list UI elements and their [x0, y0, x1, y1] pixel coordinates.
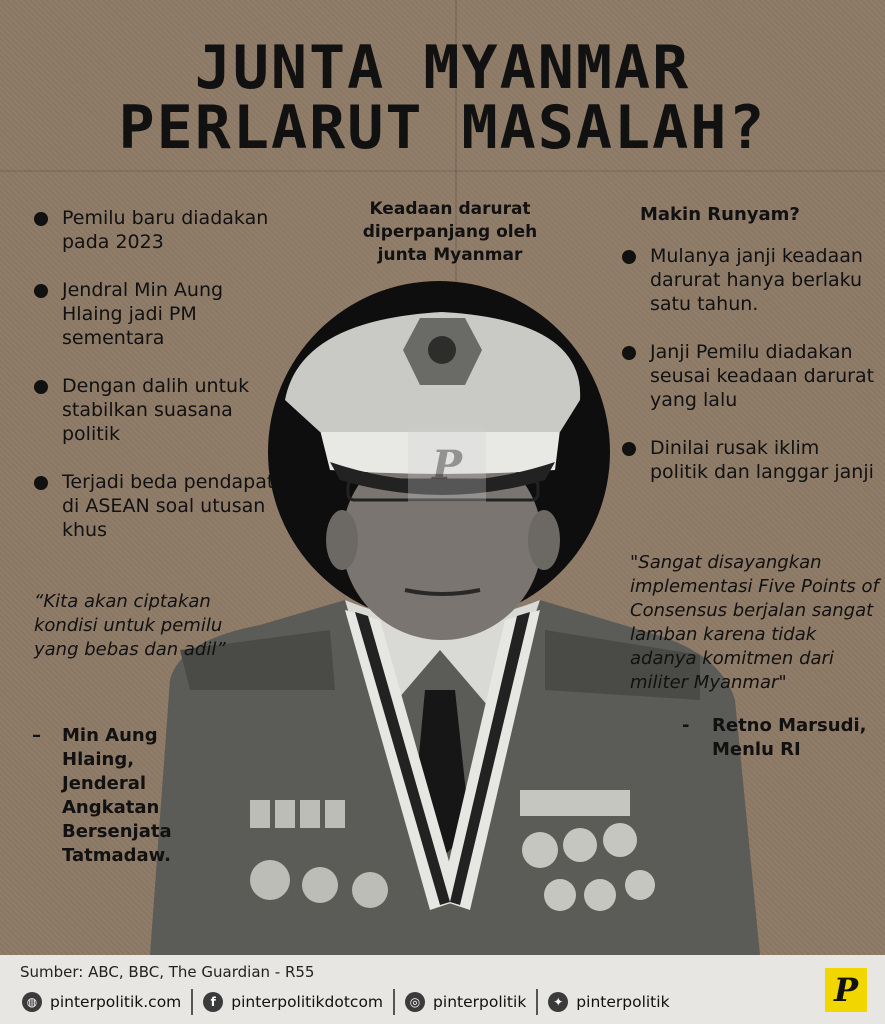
- divider: [191, 989, 193, 1015]
- list-item: [620, 436, 875, 484]
- attribution-dash: –: [32, 725, 41, 746]
- ear-right: [528, 510, 560, 570]
- list-item: [32, 374, 277, 446]
- right-heading: Makin Runyam?: [640, 204, 800, 225]
- bullet-icon: [34, 212, 48, 226]
- footer-bar: [0, 955, 885, 1024]
- bullet-icon: [622, 442, 636, 456]
- attribution-text: Retno Marsudi, Menlu RI: [712, 715, 867, 760]
- title-line-2: PERLARUT MASALAH?: [118, 93, 767, 163]
- pinterpolitik-logo: P: [825, 968, 867, 1012]
- social-label: pinterpolitik: [433, 993, 527, 1011]
- social-links: [22, 988, 670, 1016]
- bullet-icon: [622, 250, 636, 264]
- social-link-facebook[interactable]: [203, 992, 383, 1012]
- divider: [536, 989, 538, 1015]
- bullet-icon: [34, 476, 48, 490]
- left-point-text: Terjadi beda pendapat di ASEAN soal utusan khus: [62, 471, 275, 541]
- bullet-icon: [622, 346, 636, 360]
- right-point-text: Janji Pemilu diadakan seusai keadaan darurat yang lalu: [650, 341, 875, 411]
- divider: [393, 989, 395, 1015]
- watermark-logo: P: [408, 428, 486, 502]
- social-label: pinterpolitik.com: [50, 993, 182, 1011]
- social-label: pinterpolitikdotcom: [231, 993, 384, 1011]
- right-point-list: [620, 244, 875, 508]
- instagram-icon: ◎: [405, 992, 425, 1012]
- social-link-instagram[interactable]: [405, 992, 526, 1012]
- attribution-dash: -: [682, 715, 690, 736]
- left-point-text: Jendral Min Aung Hlaing jadi PM sementara: [62, 279, 224, 349]
- quote-right: "Sangat disayangkan implementasi Five Points of Consensus berjalan sangat lamban karena tidak adanya komitmen dari militer Myanmar": [630, 552, 879, 693]
- title-line-1: JUNTA MYANMAR: [194, 33, 691, 103]
- right-point-text: Mulanya janji keadaan darurat hanya berlaku satu tahun.: [650, 245, 863, 315]
- twitter-icon: ✦: [548, 992, 568, 1012]
- attribution-text: Min Aung Hlaing, Jenderal Angkatan Bersenjata Tatmadaw.: [62, 725, 172, 866]
- list-item: [32, 278, 277, 350]
- social-link-website[interactable]: [22, 992, 181, 1012]
- attribution-left: [32, 724, 212, 868]
- list-item: [32, 206, 277, 254]
- left-point-text: Pemilu baru diadakan pada 2023: [62, 207, 269, 253]
- bullet-icon: [34, 284, 48, 298]
- source-credit: Sumber: ABC, BBC, The Guardian - R55: [20, 963, 315, 981]
- list-item: [32, 470, 277, 542]
- ear-left: [326, 510, 358, 570]
- quote-left: “Kita akan ciptakan kondisi untuk pemilu yang bebas dan adil”: [34, 591, 226, 660]
- globe-icon: ◍: [22, 992, 42, 1012]
- list-item: [620, 340, 875, 412]
- center-heading: Keadaan darurat diperpanjang oleh junta Myanmar: [362, 199, 538, 265]
- social-link-twitter[interactable]: [548, 992, 669, 1012]
- social-label: pinterpolitik: [576, 993, 670, 1011]
- attribution-right: [682, 714, 882, 762]
- left-point-list: [32, 206, 277, 566]
- right-point-text: Dinilai rusak iklim politik dan langgar janji: [650, 437, 874, 483]
- bullet-icon: [34, 380, 48, 394]
- list-item: [620, 244, 875, 316]
- left-point-text: Dengan dalih untuk stabilkan suasana politik: [62, 375, 250, 445]
- facebook-icon: f: [203, 992, 223, 1012]
